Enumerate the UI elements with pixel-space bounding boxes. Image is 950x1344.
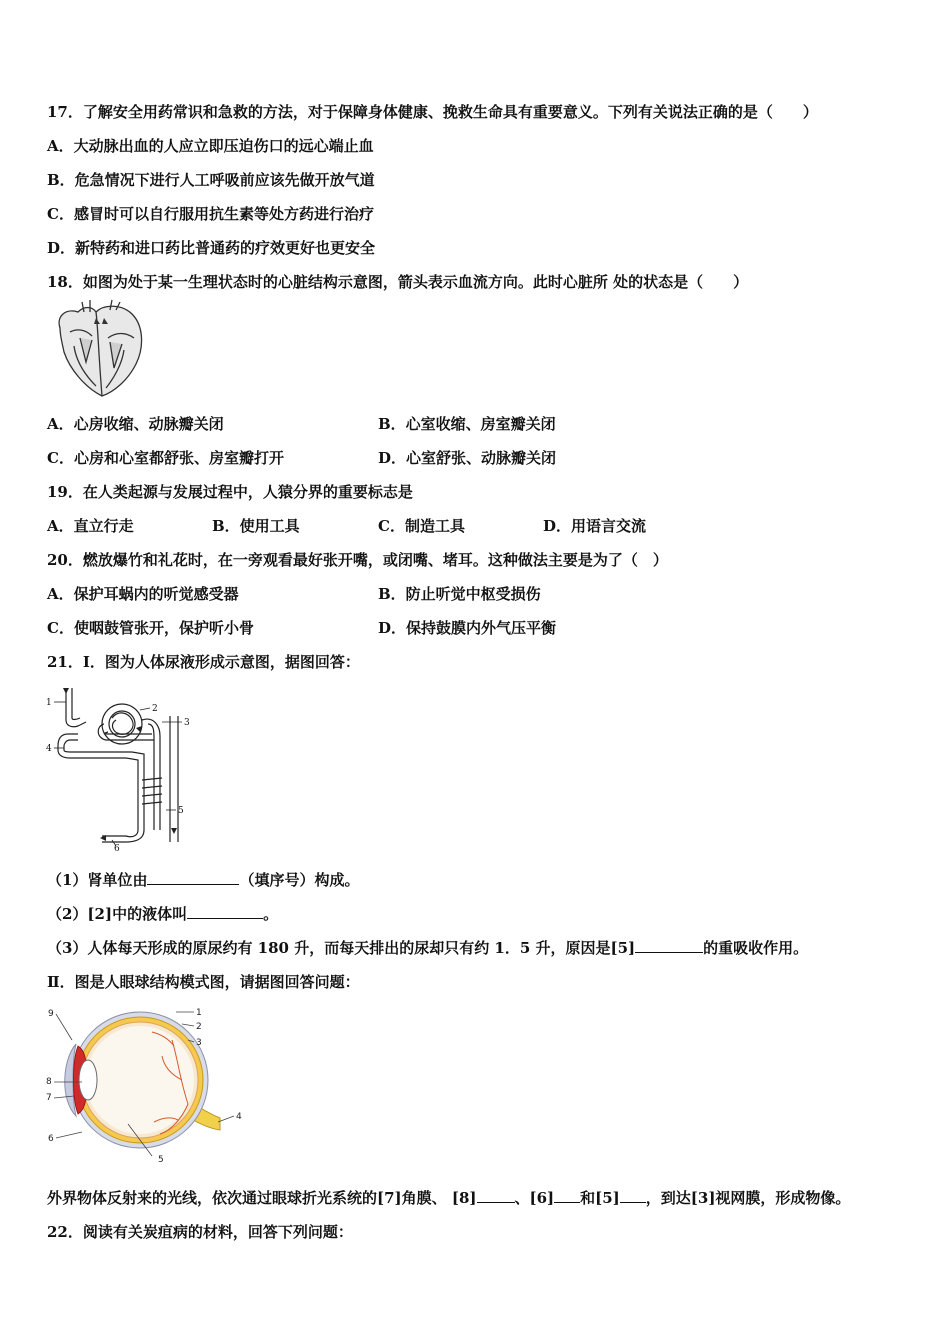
eye-label-9: 9 bbox=[48, 1009, 54, 1019]
eye-label-7: 7 bbox=[46, 1093, 52, 1103]
q21-p1-blank[interactable] bbox=[147, 870, 239, 885]
eye-label-1: 1 bbox=[196, 1008, 202, 1018]
q21-p1-text-a: （1）肾单位由 bbox=[47, 871, 148, 889]
kidney-label-5: 5 bbox=[178, 806, 184, 816]
eye-label-3: 3 bbox=[196, 1038, 202, 1048]
q21-p2-blank[interactable] bbox=[187, 904, 263, 919]
q21-eye-text-d: ，到达[3]视网膜，形成物像。 bbox=[645, 1189, 851, 1207]
kidney-label-2: 2 bbox=[152, 704, 158, 714]
q21-subquestion-3 bbox=[47, 938, 808, 958]
q20-option-b: B．防止听觉中枢受损伤 bbox=[378, 585, 541, 603]
q19-option-a: A．直立行走 bbox=[47, 517, 134, 535]
eye-label-8: 8 bbox=[46, 1077, 52, 1087]
q18-option-b: B．心室收缩、房室瓣关闭 bbox=[378, 415, 556, 433]
q21-p2-text-b: 。 bbox=[263, 905, 279, 923]
q21-eye-text-b: 、[6] bbox=[514, 1189, 555, 1207]
q17-stem: 17．了解安全用药常识和急救的方法，对于保障身体健康、挽救生命具有重要意义。下列有关说法正确的是（ ） bbox=[47, 103, 818, 121]
q19-option-d: D．用语言交流 bbox=[543, 517, 647, 535]
q17-option-d: D．新特药和进口药比普通药的疗效更好也更安全 bbox=[47, 239, 376, 257]
q21-eye-text-a: 外界物体反射来的光线，依次通过眼球折光系统的[7]角膜、 [8] bbox=[47, 1189, 477, 1207]
q21-p1-text-b: （填序号）构成。 bbox=[239, 871, 360, 889]
kidney-label-1: 1 bbox=[46, 698, 52, 708]
heart-diagram bbox=[52, 298, 148, 398]
eye-label-2: 2 bbox=[196, 1022, 202, 1032]
eye-label-4: 4 bbox=[236, 1112, 242, 1122]
q21-p3-text-b: 的重吸收作用。 bbox=[703, 939, 809, 957]
q21-eye-blank-6[interactable] bbox=[554, 1188, 580, 1203]
eye-label-5: 5 bbox=[158, 1155, 164, 1165]
kidney-label-3: 3 bbox=[184, 718, 190, 728]
q21-eye-blank-5[interactable] bbox=[620, 1188, 646, 1203]
q20-option-d: D．保持鼓膜内外气压平衡 bbox=[378, 619, 557, 637]
q21-stem: 21．Ⅰ．图为人体尿液形成示意图，据图回答： bbox=[47, 653, 360, 671]
q21-p3-text-a: （3）人体每天形成的原尿约有 180 升，而每天排出的尿却只有约 1．5 升，原因是[5] bbox=[47, 939, 636, 957]
eye-label-6: 6 bbox=[48, 1134, 54, 1144]
eye-structure-diagram bbox=[42, 1000, 252, 1168]
q21-part2-stem: Ⅱ．图是人眼球结构模式图，请据图回答问题： bbox=[47, 973, 360, 991]
q18-stem: 18．如图为处于某一生理状态时的心脏结构示意图，箭头表示血流方向。此时心脏所 处的状态是（ ） bbox=[47, 273, 749, 291]
q21-subquestion-2 bbox=[47, 904, 278, 924]
q20-option-c: C．使咽鼓管张开，保护听小骨 bbox=[47, 619, 254, 637]
kidney-label-4: 4 bbox=[46, 744, 52, 754]
q17-option-b: B．危急情况下进行人工呼吸前应该先做开放气道 bbox=[47, 171, 375, 189]
q21-eye-question bbox=[47, 1188, 850, 1208]
q19-stem: 19．在人类起源与发展过程中，人猿分界的重要标志是 bbox=[47, 483, 413, 501]
q21-eye-blank-8[interactable] bbox=[477, 1188, 515, 1203]
q21-p2-text-a: （2）[2]中的液体叫 bbox=[47, 905, 188, 923]
q20-option-a: A．保护耳蜗内的听觉感受器 bbox=[47, 585, 239, 603]
q17-option-a: A．大动脉出血的人应立即压迫伤口的远心端止血 bbox=[47, 137, 374, 155]
q19-option-b: B．使用工具 bbox=[212, 517, 300, 535]
q22-stem: 22．阅读有关炭疽病的材料，回答下列问题： bbox=[47, 1223, 353, 1241]
q18-option-a: A．心房收缩、动脉瓣关闭 bbox=[47, 415, 224, 433]
q21-p3-blank[interactable] bbox=[635, 938, 703, 953]
q17-option-c: C．感冒时可以自行服用抗生素等处方药进行治疗 bbox=[47, 205, 374, 223]
q21-eye-text-c: 和[5] bbox=[580, 1189, 620, 1207]
q18-option-c: C．心房和心室都舒张、房室瓣打开 bbox=[47, 449, 284, 467]
kidney-nephron-diagram bbox=[42, 680, 202, 852]
q18-option-d: D．心室舒张、动脉瓣关闭 bbox=[378, 449, 557, 467]
kidney-label-6: 6 bbox=[114, 844, 120, 852]
q20-stem: 20．燃放爆竹和礼花时，在一旁观看最好张开嘴，或闭嘴、堵耳。这种做法主要是为了（ ） bbox=[47, 551, 668, 569]
q21-subquestion-1 bbox=[47, 870, 359, 890]
q19-option-c: C．制造工具 bbox=[378, 517, 465, 535]
